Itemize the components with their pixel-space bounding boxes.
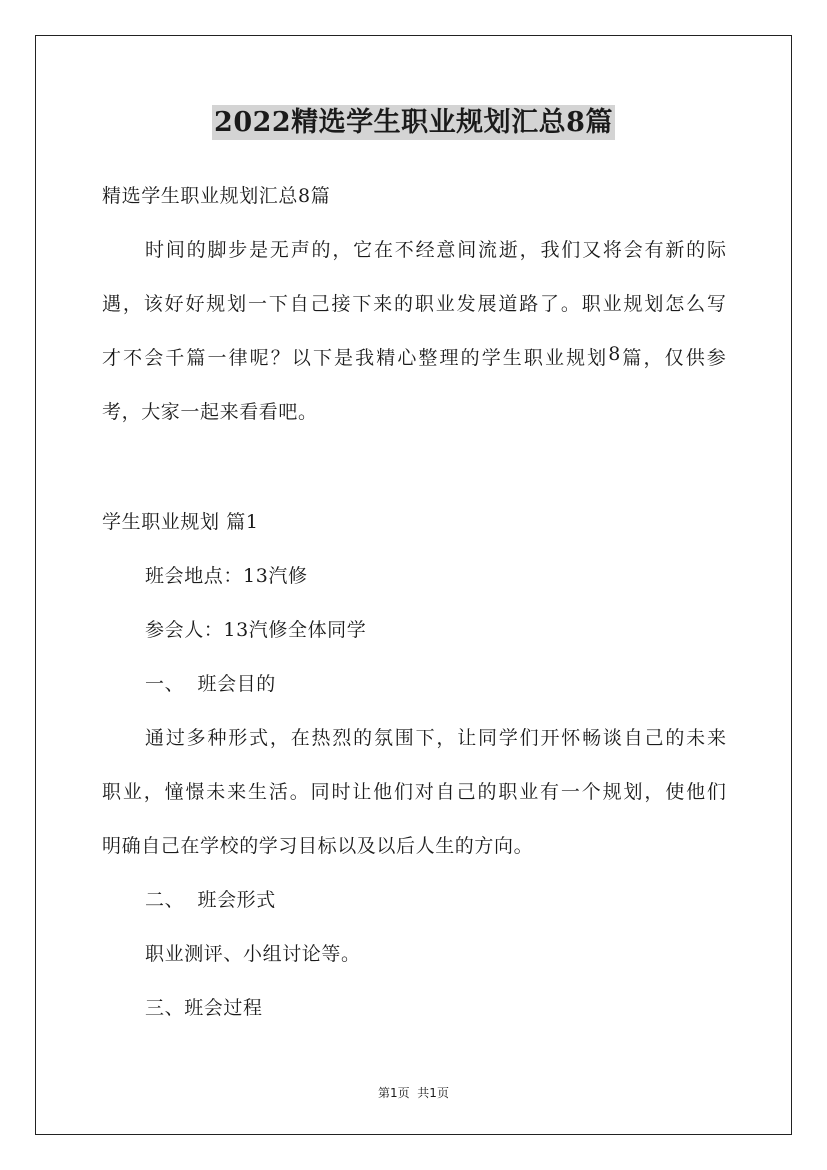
glyph: 理 (439, 347, 459, 369)
glyph: ？ (270, 347, 290, 369)
glyph: 职 (414, 293, 434, 315)
document-title-text: 2022精选学生职业规划汇总8篇 (214, 107, 613, 138)
glyph: 使 (665, 781, 685, 803)
glyph: 职 (498, 781, 518, 803)
glyph: 氛 (373, 727, 393, 749)
glyph: ， (643, 347, 663, 369)
glyph: 无 (269, 239, 289, 261)
glyph: 道 (498, 293, 518, 315)
glyph: 下 (268, 293, 288, 315)
document-title (0, 100, 827, 139)
glyph: 一 (560, 781, 580, 803)
glyph: 规 (623, 293, 643, 315)
glyph: 我 (540, 239, 560, 261)
glyph: 划 (587, 347, 607, 369)
glyph: 式 (249, 727, 269, 749)
glyph: 有 (644, 239, 664, 261)
glyph: 的 (311, 239, 331, 261)
glyph: 围 (394, 727, 414, 749)
glyph: 不 (394, 239, 414, 261)
glyph: 逝 (498, 239, 518, 261)
glyph: 不 (123, 347, 143, 369)
glyph: 是 (249, 239, 269, 261)
glyph: 将 (602, 239, 622, 261)
glyph: 新 (665, 239, 685, 261)
glyph: 憬 (185, 781, 205, 803)
glyph: 一 (248, 293, 268, 315)
section-heading: 学生职业规划 篇1 (102, 511, 259, 533)
glyph: 整 (418, 347, 438, 369)
heading-process: 三、班会过程 (145, 997, 263, 1019)
glyph: 我 (355, 347, 375, 369)
glyph: 同 (310, 781, 330, 803)
glyph: 千 (165, 347, 185, 369)
glyph: ， (436, 727, 456, 749)
glyph: 生 (248, 781, 268, 803)
glyph: 来 (227, 781, 247, 803)
glyph: 时 (145, 239, 165, 261)
glyph: 们 (706, 781, 726, 803)
glyph: 有 (540, 781, 560, 803)
glyph: 憧 (164, 781, 184, 803)
glyph: ， (519, 239, 539, 261)
glyph: 好 (185, 293, 205, 315)
purpose-line-1 (145, 723, 726, 750)
glyph: 多 (186, 727, 206, 749)
glyph: 律 (228, 347, 248, 369)
glyph: 供 (685, 347, 705, 369)
glyph: 畅 (582, 727, 602, 749)
glyph: 参 (706, 347, 726, 369)
glyph: 篇 (186, 347, 206, 369)
glyph: 遇 (102, 293, 122, 315)
glyph: 怀 (561, 727, 581, 749)
intro-line-4: 考，大家一起来看看吧。 (102, 401, 318, 423)
glyph: ， (122, 293, 142, 315)
glyph: 活 (268, 781, 288, 803)
glyph: 们 (519, 727, 539, 749)
intro-line-2 (102, 289, 726, 316)
glyph: 同 (478, 727, 498, 749)
glyph: 谈 (602, 727, 622, 749)
glyph: 己 (310, 293, 330, 315)
purpose-line-2 (102, 777, 726, 804)
glyph: 会 (623, 239, 643, 261)
glyph: 时 (331, 781, 351, 803)
glyph: 在 (290, 727, 310, 749)
glyph: 间 (165, 239, 185, 261)
glyph: 的 (477, 781, 497, 803)
glyph: 以 (291, 347, 311, 369)
glyph: 际 (706, 239, 726, 261)
glyph: 的 (186, 239, 206, 261)
glyph: 路 (519, 293, 539, 315)
glyph: 心 (397, 347, 417, 369)
glyph: 才 (102, 347, 122, 369)
glyph: 划 (227, 293, 247, 315)
glyph: 业 (435, 293, 455, 315)
glyph: 写 (706, 293, 726, 315)
glyph: 下 (415, 727, 435, 749)
glyph: 开 (540, 727, 560, 749)
glyph: 在 (373, 239, 393, 261)
glyph: 职 (102, 781, 122, 803)
glyph: 种 (207, 727, 227, 749)
glyph: 业 (544, 347, 564, 369)
glyph: 了 (540, 293, 560, 315)
glyph: 流 (478, 239, 498, 261)
glyph: ， (332, 239, 352, 261)
glyph: 声 (290, 239, 310, 261)
glyph: 的 (394, 293, 414, 315)
glyph: 展 (477, 293, 497, 315)
glyph: 生 (502, 347, 522, 369)
glyph: 的 (665, 727, 685, 749)
glyph: ， (644, 781, 664, 803)
glyph: 会 (144, 347, 164, 369)
glyph: 步 (228, 239, 248, 261)
glyph: 的 (460, 347, 480, 369)
glyph: 规 (602, 781, 622, 803)
glyph: 热 (311, 727, 331, 749)
glyph: 的 (353, 727, 373, 749)
document-subtitle: 精选学生职业规划汇总8篇 (102, 185, 331, 207)
glyph: 是 (334, 347, 354, 369)
glyph: 职 (523, 347, 543, 369)
glyph: 怎 (665, 293, 685, 315)
glyph: 。 (560, 293, 580, 315)
glyph: 过 (165, 727, 185, 749)
glyph: 下 (352, 293, 372, 315)
glyph: 它 (353, 239, 373, 261)
glyph: 又 (582, 239, 602, 261)
page-footer (0, 1084, 827, 1101)
glyph: ， (269, 727, 289, 749)
glyph: 脚 (207, 239, 227, 261)
glyph: 职 (581, 293, 601, 315)
glyph: 未 (206, 781, 226, 803)
form-text: 职业测评、小组讨论等。 (145, 943, 361, 965)
intro-line-1 (145, 235, 726, 262)
glyph: 接 (331, 293, 351, 315)
glyph: 来 (706, 727, 726, 749)
glyph: 烈 (332, 727, 352, 749)
glyph: 们 (394, 781, 414, 803)
heading-form: 二、 班会形式 (145, 889, 276, 911)
glyph: 通 (145, 727, 165, 749)
glyph: 形 (228, 727, 248, 749)
meeting-location: 班会地点：13汽修 (145, 565, 308, 587)
glyph: 规 (566, 347, 586, 369)
glyph: 自 (289, 293, 309, 315)
glyph: 8 (608, 343, 621, 365)
glyph: 篇 (622, 347, 642, 369)
glyph: 一 (207, 347, 227, 369)
glyph: 学 (498, 727, 518, 749)
heading-purpose: 一、 班会目的 (145, 673, 276, 695)
glyph: 仅 (664, 347, 684, 369)
glyph: 他 (686, 781, 706, 803)
glyph: 划 (623, 781, 643, 803)
glyph: 么 (686, 293, 706, 315)
glyph: 让 (457, 727, 477, 749)
glyph: 己 (456, 781, 476, 803)
glyph: 好 (164, 293, 184, 315)
glyph: 自 (435, 781, 455, 803)
glyph: 规 (206, 293, 226, 315)
glyph: 意 (436, 239, 456, 261)
glyph: 业 (602, 293, 622, 315)
glyph: 。 (289, 781, 309, 803)
glyph: 的 (686, 239, 706, 261)
glyph: 未 (686, 727, 706, 749)
glyph: 下 (312, 347, 332, 369)
glyph: 呢 (249, 347, 269, 369)
glyph: 精 (376, 347, 396, 369)
glyph: 经 (415, 239, 435, 261)
purpose-line-3: 明确自己在学校的学习目标以及以后人生的方向。 (102, 835, 534, 857)
glyph: 自 (623, 727, 643, 749)
glyph: 来 (373, 293, 393, 315)
page-number: 第1页 共1页 (378, 1086, 449, 1100)
glyph: 划 (644, 293, 664, 315)
glyph: 己 (644, 727, 664, 749)
glyph: 们 (561, 239, 581, 261)
glyph: 学 (481, 347, 501, 369)
meeting-participants: 参会人：13汽修全体同学 (145, 619, 367, 641)
glyph: 个 (581, 781, 601, 803)
glyph: 让 (352, 781, 372, 803)
glyph: 业 (122, 781, 142, 803)
glyph: 对 (414, 781, 434, 803)
glyph: 业 (519, 781, 539, 803)
glyph: 他 (373, 781, 393, 803)
glyph: 发 (456, 293, 476, 315)
glyph: 该 (143, 293, 163, 315)
glyph: ， (143, 781, 163, 803)
intro-line-3 (102, 343, 726, 370)
glyph: 间 (457, 239, 477, 261)
